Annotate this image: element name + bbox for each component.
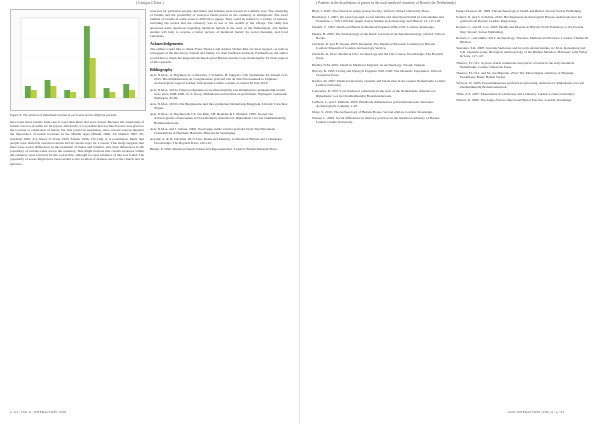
bar xyxy=(123,84,129,98)
figure-bar-chart xyxy=(10,9,146,111)
reference-entry: Pollard, N. and S. Scholten. 2010. Het Regionaal Archeologisch Bureau onderzoek naar het grafveld van Bornel. Leiden: Rapportage. xyxy=(456,15,582,24)
bar-chart xyxy=(11,10,145,110)
body-paragraph: reserved for particular people, and males and females were treated in a similar way. The clustering of burials and the possibility of reserved burial places in the cemetery is ambiguous. The exact number of burials in some zones is difficult to gauge. They could be related to a variety of reasons, including the period that the cemetery was in use or the wealth of the village. The study has answered some questions regarding medieval burials in the west of the Netherlands, and further studies will help to acquire a better picture of medieval burial: its social meaning, and local variations. xyxy=(150,9,288,38)
reference-entry: Binski, P. 1996. Medieval Death: Ritual and Representation. London: British Museum Press. xyxy=(150,147,278,152)
bar xyxy=(104,88,110,98)
reference-entry: Aris, N.M.A. 2013b. Die Burgkapelle und ihre grafkarten Oudenburg-Burgplein, Utrecht: Utrechtse Nisjen. xyxy=(150,101,288,111)
bibliography-heading: Bibliography xyxy=(150,66,173,72)
reference-entry: Duday, H. 2009. The Archaeology of the Dead: Lectures in Archaeothanatology. Oxford: Oxbow Books. xyxy=(312,31,446,40)
reference-entry: Harvey, B. 1993. Living and Dying in England 1100-1540: The Monastic Experience. Oxford: Clarendon Press. xyxy=(312,68,442,77)
bar xyxy=(45,80,51,98)
reference-entry: Daniell, C. 1997. Death and Burial in Medieval England 1066-1550. London: Routledge. xyxy=(312,25,435,30)
acknowledgements-text: The author would like to thank Frans Theuws and Andrea Waters-Rist for their support, as well as colleagues at the laboratory, friends and family, for their feedback and help. Furthermore, the author would like to thank the Regional Archaeological Bureau and the Goes municipality for their support of this research. xyxy=(150,47,288,64)
reference-entry: Thäte, E.S. 2007. Monuments in Landscape and Cemetery. Leiden: Leiden University. xyxy=(456,91,575,96)
reference-entry: Roberts, C. and Ohma. 2013. Archaeology, Theories, Methods and Practice. London: Thames & Hudson. xyxy=(456,35,589,44)
reference-entry: Wilson, D. 1989. The Anglo-Saxon Church and Burial Practice. London: Routledge. xyxy=(456,97,572,102)
reference-entry: Aris, N.M.A. and J. Schuer. 2006. Voorlopige studie van het grafveld bij de Sint-Bavokerk. Culturaliteits in Haarlem, Haarlem: Historische Vereniging. xyxy=(150,126,276,135)
reference-entry: Hadley, D.M. 2001. Death in Medieval England: an Archaeology. Stroud: Tempus. xyxy=(312,62,426,67)
bar xyxy=(110,92,116,98)
reference-entry: Gilchrist, R. 2012. Medieval Life: Archaeology and the Life Course. Woodbridge: The Boydell Press. xyxy=(312,52,443,61)
reference-entry: Blair, J. 2005. The Church in Anglo-Saxon Society. Oxford: Oxford University Press. xyxy=(312,9,430,13)
page-gutter xyxy=(299,0,300,424)
bibliography-list xyxy=(150,73,288,152)
reference-entry: Aris, N.M.A. 2013a. Dagvoorafgaande en Grafbeschrijving van middeleeuws gemeentelijk terrein in de jaren 1998-1999, in: P. Stoop, Middeleeuwse burchten en grafvelden, Nijmegen: Gemeente Nijmegen, 45-60. xyxy=(150,87,288,100)
column-1 xyxy=(10,9,144,168)
page-footer-right: 2016 | INTERACTION | VOL.11 | p. 113 xyxy=(508,410,565,414)
reference-entry: Lubbers, L. and J. Mallens. 2003. Handboek middeleeuws grafveldonderzoek. Deventer: Archeologisch Centrum, 1-56. xyxy=(312,99,435,108)
bar xyxy=(64,90,70,98)
figure-caption: Figure 8. The amount of individuals buried in each zone across different periods. xyxy=(10,113,117,117)
page-footer-left: p. 112 | VOL.11 | INTERACTION | 2016 xyxy=(10,410,67,414)
running-header-left: ( Cartigoa L'Eaux ) xyxy=(136,1,164,5)
bar xyxy=(84,26,90,98)
reference-entry: Aryanti, A. & D. Gilchrist. 2015. Life, Death and Memory, in Medieval Burials and Cemeteries, Woodbridge: The Boydell Press, 120-145. xyxy=(150,137,283,146)
bar xyxy=(51,86,57,98)
reference-entry: Aris, N.M.A., A. Hayhurst, K. Lomachev, J. Scheffer, H. Snippert, J.M. Vermeulen, M. Zanetti et al. 2015. Het middeleeuwse en vroegmoderne grafveld van de Sint Nicolaaskerk te Jutphaas. Archeologisch rapport Leiden: Universiteit Leiden. Leiden, accessed 30 July 2016. xyxy=(150,73,288,86)
reference-entry: Buckberry, J. 2007. On sacred ground: social identity and churchyard burial in Lincolnshire and Yorkshire, c. 700-1100 AD. Anglo-Saxon Studies in Archaeology and History 14, 117-129. xyxy=(312,15,444,24)
body-paragraph: have been more burials from east to west than there that were found. Because the orientation of burials was not possible for all graves. Obviously, it is possible that not much notice was given to the location or orientation of burial. Yet, this would be surprising, since several sources mention the importance of burial locations in the Middle Ages (Binski 1996, 34; Daniell 1997, 95; Gilchrist 1995, 4-5; Rules of Trade 1995; Tanner 1996, 155-156). It is nonetheless likely that people were buried in certain locations and in certain ways for a reason. This study suggests that there were social differences in the treatment of males and females, and clear differences in the popularity of certain zones across the cemetery. This might indicate that certain locations within the cemetery were reserved for the social elite, although no clear evidence of this was found. The popularity of zones might have been related to the location of features such as the church and its entrance. xyxy=(10,120,144,166)
column-4 xyxy=(456,9,590,104)
reference-entry: Lauwerier, R. 1997. Late medieval cemeteries in the west of the Netherlands. Amersfoort: Rijksdienst voor het Oudheidkundig Bodemonderzoek. xyxy=(312,89,436,98)
column-2 xyxy=(150,9,288,154)
reference-entry: Naeser, C. 2009. Social differences in funerary practices in the medieval cemetery of Bornel. Leiden: Leiden University. xyxy=(312,116,440,125)
acknowledgements-heading: Acknowledgements xyxy=(150,41,184,47)
reference-entry: Mays, S. 2010. The Archaeology of Human Bones. Second edition. London: Routledge. xyxy=(312,109,433,114)
reference-entry: Theuws, F.C.W.J. and M. van Haperen. 2012. The Merovingian cemetery of Bergeijk-Fazantlaan. Bonn: Habelt Verlag. xyxy=(456,70,575,80)
bibliography-list xyxy=(456,9,590,102)
column-3 xyxy=(312,9,446,126)
bar xyxy=(25,86,31,98)
reference-entry: Kieffer, M. 2007. Medieval mortuary customs and burial rites in the eastern Netherlands. Leiden: Leiden University. xyxy=(312,79,446,88)
bar xyxy=(129,90,135,98)
bibliography-list xyxy=(312,9,446,124)
reference-entry: Theuws, F.C.W.J. in press. Rural cemeteries and places of burial in the early medieval Netherlands. Leiden: Sidestone Press. xyxy=(456,60,575,69)
reference-entry: Gilchrist, R. and B. Sloane. 2005. Requiem: The Medieval Monastic Cemetery in Britain. London: Museum of London Archaeology Service. xyxy=(312,41,436,51)
reference-entry: Aris, N.M.A., A. Hayhurst & T.F. van Dijk, J.H. Beunder & J. Mallens. 1990. Sporen van archeologische onderzoeken in Noordholland, Amersfoort: Rijksdienst voor het Oudheidkundig Bodemonderzoek. xyxy=(150,112,286,125)
reference-entry: Parker Pearson, M. 1999. The Archaeology of Death and Burial. Stroud: Sutton Publishing. xyxy=(456,9,582,13)
bar xyxy=(90,58,96,98)
reference-entry: Saunders, S.R. 2008. Juvenile Skeletons and Growth-related studies, in: M.A. Katzenberg and S.R. Saunders (eds), Biological Anthropology of the Human Skeleton. Hoboken: John Wiley & Sons, 117-147. xyxy=(456,46,588,59)
reference-entry: Roberts, C. and M. Cox. 2003. Health and Disease in Britain: From Prehistory to the Present Day. Stroud: Sutton Publishing. xyxy=(456,25,584,34)
bar xyxy=(31,90,37,98)
running-header-right: ( Patterns in the distribution of graves in the rural medieval cemetery of Bornel, the Netherlands ) xyxy=(316,1,457,5)
bar xyxy=(70,92,76,98)
reference-entry: Verwers, W. 1993. Een middeleeuws grafveld en bewoning. Amersfoort: Rijksdienst voor het Oudheidkundig Bodemonderzoek. xyxy=(456,81,585,90)
